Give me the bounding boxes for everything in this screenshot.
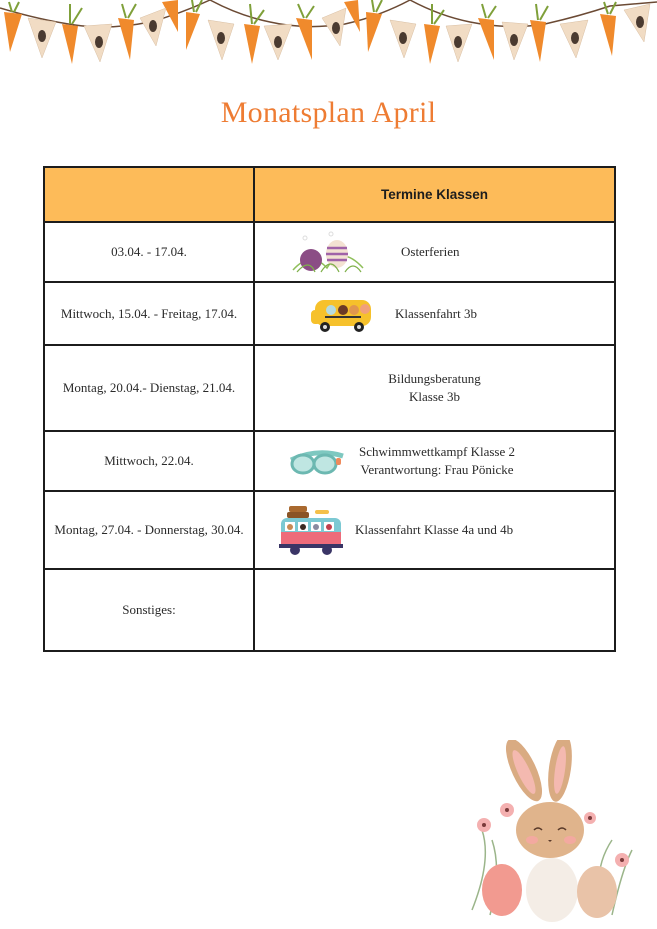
carrot-bunny-garland (0, 0, 657, 70)
table-header-row (44, 167, 615, 222)
event-line: Klassenfahrt Klasse 4a und 4b (355, 522, 514, 537)
easter-eggs-icon (291, 230, 365, 274)
date-cell: Mittwoch, 22.04. (44, 431, 254, 491)
school-bus-icon (311, 294, 375, 334)
table-row (44, 569, 615, 651)
table-row (44, 222, 615, 282)
page-title: Monatsplan April (220, 96, 437, 129)
event-line: Bildungsberatung (388, 371, 481, 386)
event-cell (254, 491, 615, 569)
event-cell (254, 431, 615, 491)
event-line: Osterferien (401, 244, 460, 259)
date-cell: Montag, 27.04. - Donnerstag, 30.04. (44, 491, 254, 569)
swim-goggles-icon (289, 446, 345, 476)
bunny-pennant-icon (28, 4, 650, 62)
travel-van-icon (279, 504, 345, 556)
event-line: Klassenfahrt 3b (395, 305, 477, 321)
table-row (44, 282, 615, 345)
event-line: Verantwortung: Frau Pönicke (360, 462, 514, 477)
table-row (44, 345, 615, 431)
schedule-table (43, 166, 616, 652)
event-line: Schwimmwettkampf Klasse 2 (359, 444, 515, 459)
event-cell (254, 345, 615, 431)
date-cell: Mittwoch, 15.04. - Freitag, 17.04. (44, 282, 254, 345)
table-row (44, 431, 615, 491)
header-cell-termine: Termine Klassen (254, 167, 615, 222)
easter-bunny-icon (462, 740, 642, 925)
event-cell (254, 282, 615, 345)
notes-cell (254, 569, 615, 651)
event-line: Klasse 3b (409, 389, 460, 404)
date-cell: Montag, 20.04.- Dienstag, 21.04. (44, 345, 254, 431)
event-cell (254, 222, 615, 282)
notes-label: Sonstiges: (44, 569, 254, 651)
header-cell-date (44, 167, 254, 222)
date-cell: 03.04. - 17.04. (44, 222, 254, 282)
table-row (44, 491, 615, 569)
